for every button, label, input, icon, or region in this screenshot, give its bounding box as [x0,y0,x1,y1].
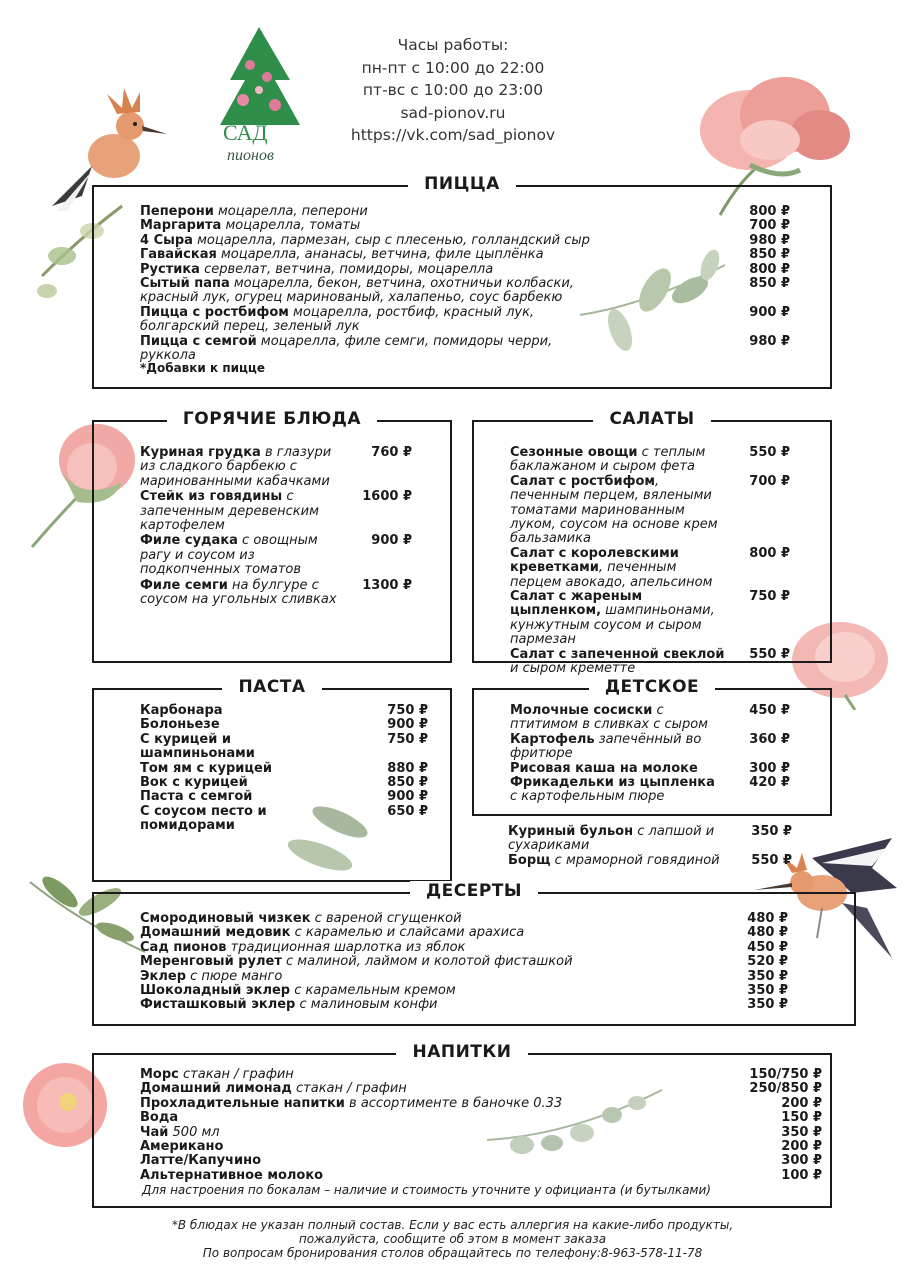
menu-item [140,926,788,940]
menu-item [140,1169,822,1183]
menu-item [140,762,428,776]
menu-item-name: Куриная грудка [140,445,261,460]
menu-item-name: С соусом песто и помидорами [140,803,267,834]
menu-item [508,825,792,854]
menu-item-desc: с запеченным деревенским картофелем [140,489,319,534]
menu-item [140,234,790,248]
menu-item-desc: , печенным перцем, вялеными томатами маринованным луком, соусом на основе крем бальзамика [510,473,718,547]
section-title: ДЕТСКОЕ [589,677,715,697]
menu-item-name: Эклер [140,968,187,984]
footer-line-3: По вопросам бронирования столов обращайтесь по телефону:8-963-578-11-78 [202,1246,703,1260]
menu-item-name: Филе семги [140,577,228,593]
menu-item-name: Картофель [510,731,595,747]
menu-item [510,733,790,762]
menu-item-name: С курицей и шампиньонами [140,731,255,762]
menu-item-name: Вода [140,1110,179,1126]
menu-item-price: 800 ₽ [749,204,790,219]
section-desserts [92,881,856,1026]
section-title: САЛАТЫ [593,409,710,429]
menu-item-price: 980 ₽ [749,232,790,248]
menu-item [140,335,790,364]
menu-item-price: 850 ₽ [387,775,428,791]
menu-item-price: 350 ₽ [781,1124,822,1140]
menu-item-name: Болоньезе [140,717,220,733]
pizza-note: *Добавки к пицце [140,361,265,375]
menu-item-price: 520 ₽ [747,954,788,970]
footer-notes [100,1218,805,1260]
menu-item-name: Гавайская [140,247,217,263]
menu-item-price: 200 ₽ [781,1095,822,1111]
menu-item [140,1140,822,1154]
menu-item-desc: на булгуре с соусом на угольных сливках [140,577,337,608]
menu-item-name: Меренговый рулет [140,954,282,970]
menu-item-desc: с малиной, лаймом и колотой фисташкой [281,954,573,970]
menu-item-price: 200 ₽ [781,1139,822,1155]
menu-item-price: 550 ₽ [749,646,790,662]
section-title: НАПИТКИ [396,1042,527,1062]
menu-item-name: Паста с семгой [140,789,253,805]
menu-item [140,490,412,533]
menu-item-name: Пеперони [140,204,214,219]
menu-item-price: 880 ₽ [387,760,428,776]
menu-item-price: 650 ₽ [387,803,428,819]
menu-item [140,955,788,969]
menu-item-price: 760 ₽ [371,445,412,460]
menu-item-name: Карбонара [140,703,223,718]
menu-item-desc: с теплым баклажаном и сыром фета [510,445,706,475]
menu-item-price: 980 ₽ [749,333,790,349]
menu-item-price: 750 ₽ [387,703,428,718]
menu-item-name: Пицца с семгой [140,333,257,349]
menu-item [140,1068,822,1082]
menu-item-price: 480 ₽ [747,925,788,941]
menu-item-desc: запечённый во фритюре [510,731,702,762]
menu-item [140,248,790,262]
logo [205,25,313,165]
menu-item [510,762,790,776]
menu-item-name: Фисташковый эклер [140,997,296,1013]
menu-item-price: 450 ₽ [747,939,788,955]
menu-item-price: 750 ₽ [387,731,428,747]
menu-item-desc: с вареной сгущенкой [310,911,462,926]
menu-item-name: Прохладительные напитки [140,1095,345,1111]
menu-item-price: 550 ₽ [751,852,792,868]
menu-item [140,1126,822,1140]
menu-item [140,704,428,718]
menu-item-name: Маргарита [140,218,222,234]
menu-item [140,219,790,233]
menu-item-name: Салат с запеченной свеклой [510,646,725,662]
menu-item [510,475,790,547]
menu-item-name: Сад пионов [140,939,227,955]
menu-item-desc: с карамелью и слайсами арахиса [290,925,525,941]
menu-item-name: 4 Сыра [140,232,193,248]
section-kids [472,677,832,816]
website-link[interactable]: sad-pionov.ru [400,103,506,122]
menu-item [510,776,790,805]
menu-item-name: Смородиновый чизкек [140,911,311,926]
menu-item-desc: сервелат, ветчина, помидоры, моцарелла [199,261,494,277]
menu-item [140,579,412,608]
footer-line-1: *В блюдах не указан полный состав. Если у вас есть аллергия на какие-либо продукты, [171,1218,734,1232]
menu-item [140,718,428,732]
menu-item-name: Домашний медовик [140,925,291,941]
menu-item-desc: моцарелла, пармезан, сыр с плесенью, голландский сыр [192,232,590,248]
drinks-note: Для настроения по бокалам – наличие и стоимость уточните у официанта (и бутылками) [142,1183,711,1197]
menu-item-desc: моцарелла, пеперони [213,204,368,219]
menu-item-name: Салат с ростбифом [510,473,656,489]
menu-item [140,984,788,998]
header-info [330,34,576,147]
menu-item-name: Чай [140,1124,169,1140]
menu-item-desc: моцарелла, ананасы, ветчина, филе цыплёнка [216,247,544,263]
menu-item-price: 150 ₽ [781,1110,822,1126]
menu-item [510,446,790,475]
menu-item-price: 900 ₽ [387,789,428,805]
menu-item-name: Фрикадельки из цыпленка [510,775,715,791]
menu-item [140,1154,822,1168]
menu-item-price: 300 ₽ [749,760,790,776]
tree-icon [220,27,300,125]
menu-item [510,704,790,733]
menu-item-price: 350 ₽ [747,968,788,984]
menu-item [140,912,788,926]
section-title: ПАСТА [222,677,321,697]
menu-item [140,941,788,955]
menu-item-price: 360 ₽ [749,731,790,747]
menu-item-price: 250/850 ₽ [749,1081,822,1097]
menu-item-desc: с мраморной говядиной [550,852,720,868]
menu-item-price: 1600 ₽ [362,489,412,505]
menu-item-price: 700 ₽ [749,473,790,489]
menu-item-desc: с овощным рагу и соусом из подкопченных томатов [140,533,318,578]
menu-item-name: Латте/Капучино [140,1153,262,1169]
menu-item-price: 300 ₽ [781,1153,822,1169]
menu-item-name: Том ям с курицей [140,760,272,776]
menu-item [140,1082,822,1096]
menu-item [140,790,428,804]
menu-item-price: 350 ₽ [751,824,792,839]
menu-item-desc: с птитимом в сливках с сыром [510,703,708,733]
menu-item-name: Американо [140,1139,224,1155]
section-soups [508,825,792,868]
section-hot-dishes [92,409,452,663]
menu-item-price: 900 ₽ [387,717,428,733]
menu-item [510,547,790,590]
menu-item-price: 450 ₽ [749,703,790,718]
menu-item [140,805,428,834]
menu-item [140,998,788,1012]
section-title: ГОРЯЧИЕ БЛЮДА [167,409,377,429]
menu-item-desc: стакан / графин [291,1081,407,1097]
menu-item [140,446,412,489]
menu-item-name: Морс [140,1067,179,1082]
section-pizza [92,174,832,389]
menu-item-price: 350 ₽ [747,997,788,1013]
section-title: ДЕСЕРТЫ [410,881,538,901]
section-title: ПИЦЦА [408,174,516,194]
menu-item [140,733,428,762]
menu-item-name: Салат с жареным цыпленком, [510,589,643,619]
menu-item [140,970,788,984]
menu-item-price: 550 ₽ [749,445,790,460]
menu-item [510,590,790,648]
menu-item-desc: стакан / графин [178,1067,294,1082]
menu-item-price: 800 ₽ [749,545,790,561]
logo-text-1: САД [223,120,268,145]
menu-item-desc: в ассортименте в баночке 0.33 [344,1095,563,1111]
logo-text-2: пионов [227,147,274,164]
hours-title: Часы работы: [397,36,509,54]
hours-weekend: пт-вс с 10:00 до 23:00 [362,81,544,99]
hours-weekday: пн-пт с 10:00 до 22:00 [361,58,545,77]
menu-item [140,1111,822,1125]
footer-line-2: пожалуйста, сообщите об этом в момент заказа [298,1232,607,1246]
menu-item-name: Куриный бульон [508,824,634,839]
menu-item-name: Сытый папа [140,276,230,292]
menu-item-desc: шампиньонами, кунжутным соусом и сыром пармезан [510,603,715,648]
vk-link[interactable]: https://vk.com/sad_pionov [350,126,556,144]
menu-item-desc: в глазури из сладкого барбекю с маринованными кабачками [140,445,332,489]
menu-item-desc: с пюре манго [186,968,283,984]
section-salads [472,409,832,677]
section-pasta [92,677,452,882]
menu-item-name: Стейк из говядины [140,489,283,505]
menu-item [140,263,790,277]
menu-item-price: 850 ₽ [749,247,790,263]
menu-item-desc: моцарелла, томаты [221,218,361,234]
menu-item [140,1097,822,1111]
menu-item [140,534,412,577]
menu-item-price: 900 ₽ [749,304,790,320]
menu-item-name: Шоколадный эклер [140,983,291,999]
menu-item-desc: , печенным перцем авокадо, апельсином [510,560,713,590]
section-drinks [92,1042,832,1208]
menu-item-price: 850 ₽ [749,276,790,292]
menu-item-price: 800 ₽ [749,261,790,277]
menu-item [140,306,790,335]
menu-item-name: Салат с королевскими креветками [510,545,679,576]
menu-item-desc: с малиновым конфи [295,997,438,1013]
menu-item-price: 150/750 ₽ [749,1067,822,1082]
menu-item [510,648,790,677]
menu-item-name: Пицца с ростбифом [140,304,289,320]
menu-item-price: 480 ₽ [747,911,788,926]
menu-item-name: Рисовая каша на молоке [510,760,698,776]
menu-item-name: Рустика [140,261,200,277]
menu-item-desc: моцарелла, филе семги, помидоры черри, руккола [140,333,553,364]
menu-item-name: Альтернативное молоко [140,1167,324,1183]
menu-item-name: Вок с курицей [140,775,248,791]
menu-item-desc: моцарелла, бекон, ветчина, охотничьи колбаски, красный лук, огурец маринованый, халапеньо, соус барбекю [140,276,574,306]
menu-item [508,854,792,868]
menu-item-name: Филе судака [140,533,238,549]
menu-item-name: Домашний лимонад [140,1081,292,1097]
menu-item [140,277,790,306]
menu-item-price: 900 ₽ [371,533,412,549]
menu-item-desc: моцарелла, ростбиф, красный лук, болгарский перец, зеленый лук [140,304,535,335]
menu-item-price: 700 ₽ [749,218,790,234]
menu-item-price: 1300 ₽ [362,577,412,593]
menu-item-desc: традиционная шарлотка из яблок [226,939,466,955]
menu-item-desc: 500 мл [168,1124,220,1140]
menu-item-name: Молочные сосиски [510,703,653,718]
menu-item [140,205,790,219]
menu-item [140,776,428,790]
menu-item-name: Сезонные овощи [510,445,638,460]
menu-item-desc: и сыром креметте [510,661,636,677]
menu-item-price: 420 ₽ [749,775,790,791]
menu-item-price: 100 ₽ [781,1167,822,1183]
menu-item-desc: с лапшой и сухариками [508,824,715,854]
menu-item-desc: с картофельным пюре [510,789,665,805]
menu-item-desc: с карамельным кремом [290,983,456,999]
menu-item-price: 750 ₽ [749,589,790,605]
menu-item-name: Борщ [508,852,551,868]
menu-item-price: 350 ₽ [747,983,788,999]
